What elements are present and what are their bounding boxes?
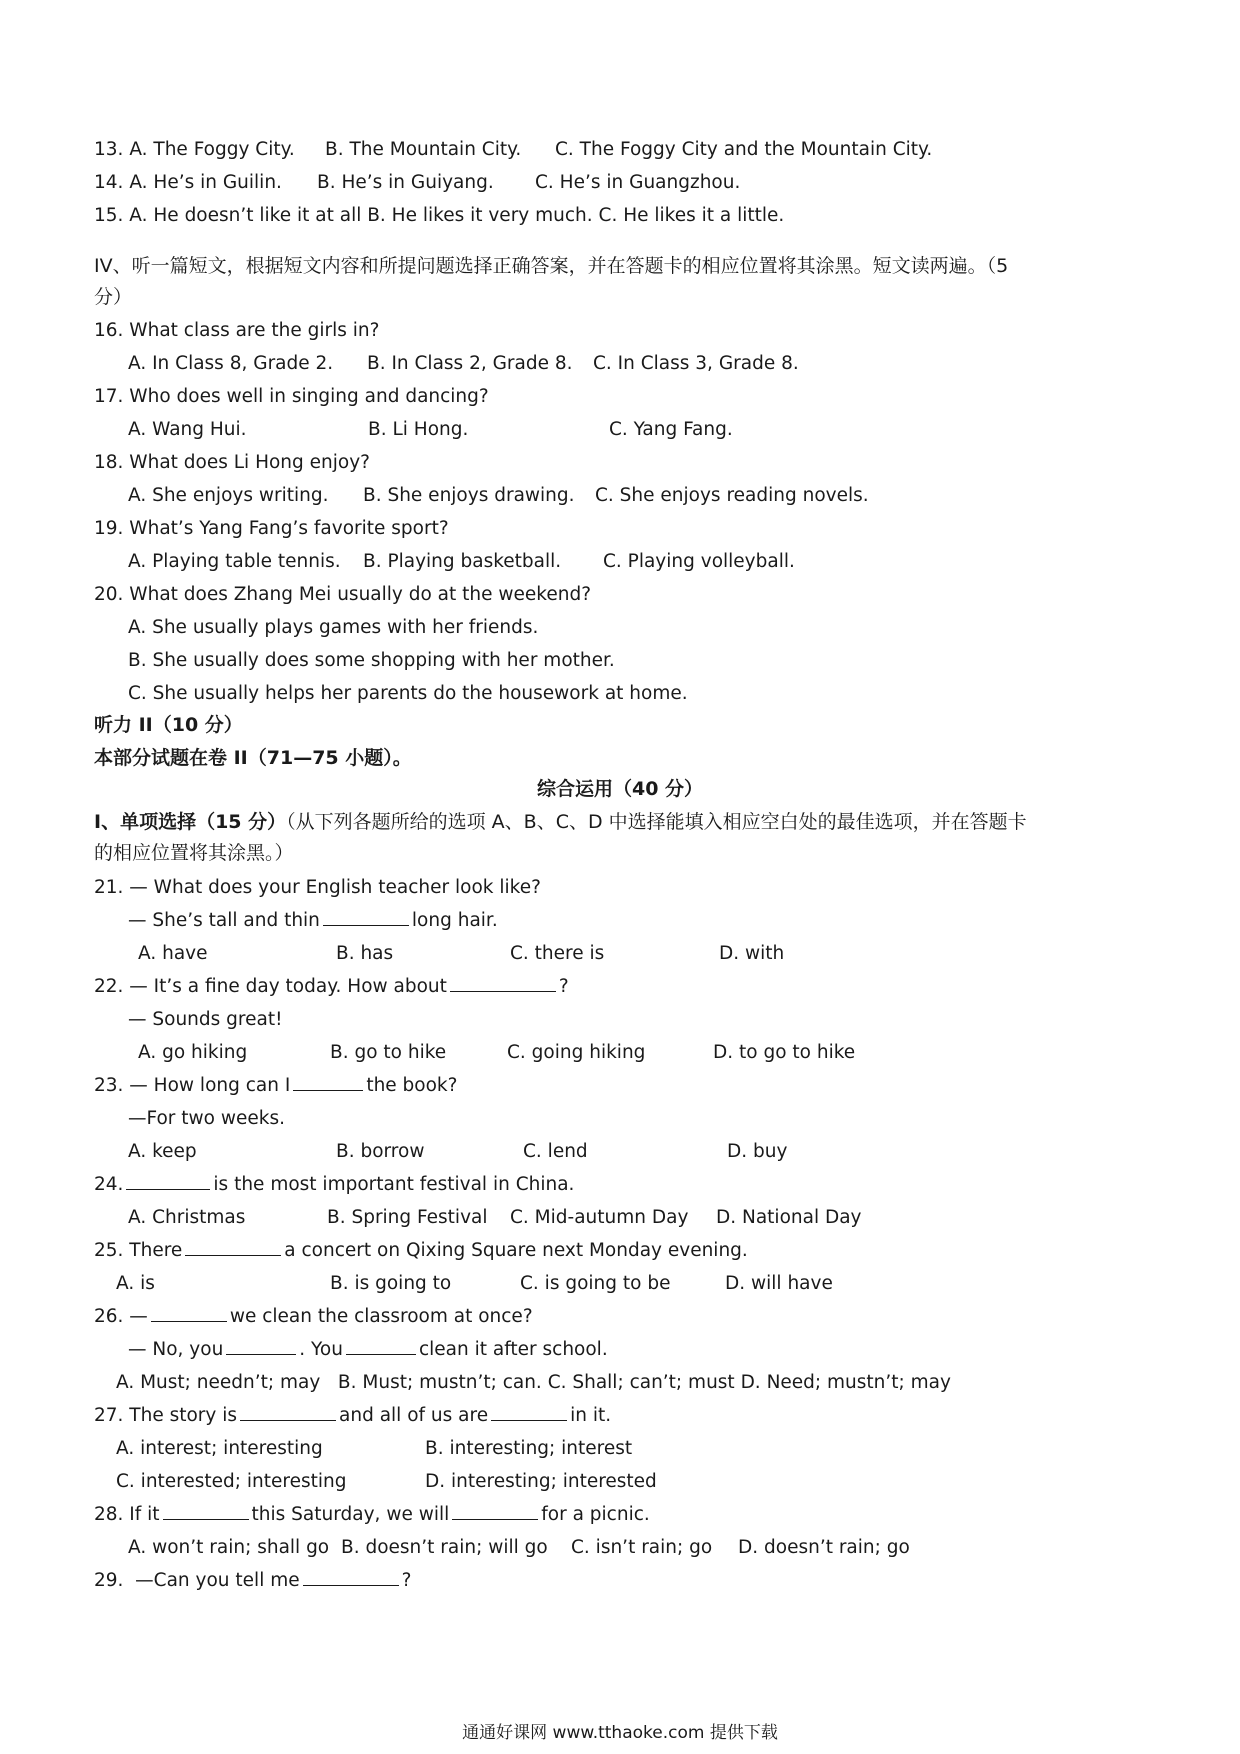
option-a: A. The Foggy City.: [129, 139, 295, 160]
blank[interactable]: [240, 1402, 336, 1421]
option-a: A. She enjoys writing.: [128, 485, 329, 506]
blank[interactable]: [452, 1501, 538, 1520]
option-b: B. has: [336, 943, 394, 964]
text: this Saturday, we will: [251, 1504, 450, 1525]
blank[interactable]: [185, 1237, 281, 1256]
option-c: C. there is: [510, 943, 605, 964]
listening-part-2-note: 本部分试题在卷 II（71—75 小题）。: [94, 747, 412, 769]
text: in it.: [570, 1405, 612, 1426]
question-number: 14.: [94, 172, 124, 193]
question-25: [94, 1237, 748, 1265]
text: clean it after school.: [418, 1339, 608, 1360]
blank[interactable]: [226, 1336, 296, 1355]
option-d: D. will have: [725, 1273, 833, 1294]
option-b: B. The Mountain City.: [325, 139, 522, 160]
option-c: C. Playing volleyball.: [603, 551, 795, 572]
reply: [128, 1336, 608, 1364]
blank[interactable]: [293, 1072, 363, 1091]
option-d: D. doesn’t rain; go: [738, 1537, 910, 1558]
blank[interactable]: [346, 1336, 416, 1355]
option-c: C. The Foggy City and the Mountain City.: [555, 139, 933, 160]
question-27: [94, 1402, 611, 1430]
option-a: A. She usually plays games with her friends.: [128, 617, 539, 638]
blank[interactable]: [323, 907, 409, 926]
question-number: 13.: [94, 139, 124, 160]
blank[interactable]: [450, 973, 556, 992]
section-title: 综合运用（40 分）: [536, 778, 704, 800]
option-a: A. Playing table tennis.: [128, 551, 341, 572]
question-19: 19. What’s Yang Fang’s favorite sport?: [94, 518, 449, 539]
question-15: 15. A. He doesn’t like it at all B. He likes it very much. C. He likes it a little.: [94, 205, 785, 226]
question-22: [94, 973, 569, 1001]
option-a: A. have: [138, 943, 208, 964]
question-29: [94, 1567, 411, 1595]
option-c: C. Yang Fang.: [609, 419, 733, 440]
text: the book?: [366, 1075, 458, 1096]
text: and all of us are: [339, 1405, 489, 1426]
section-4-instruction-cont: 分）: [94, 286, 133, 308]
text: 23. — How long can I: [94, 1075, 291, 1096]
option-b: B. In Class 2, Grade 8.: [367, 353, 573, 374]
question-21-answer-line: [128, 907, 498, 935]
reply: —For two weeks.: [128, 1108, 285, 1129]
text: ?: [401, 1570, 412, 1591]
text: 27. The story is: [94, 1405, 238, 1426]
page-footer: 通通好课网 www.tthaoke.com 提供下载: [462, 1723, 778, 1743]
option-d: D. to go to hike: [713, 1042, 856, 1063]
question-21: 21. — What does your English teacher look like?: [94, 877, 541, 898]
text: 26. —: [94, 1306, 148, 1327]
question-17: 17. Who does well in singing and dancing?: [94, 386, 489, 407]
option-c: C. She enjoys reading novels.: [595, 485, 869, 506]
question-20: 20. What does Zhang Mei usually do at the weekend?: [94, 584, 592, 605]
option-a: A. He’s in Guilin.: [129, 172, 282, 193]
section-1-desc: （从下列各题所给的选项 A、B、C、D 中选择能填入相应空白处的最佳选项，并在答题卡: [286, 811, 1027, 833]
question-23: [94, 1072, 457, 1100]
blank[interactable]: [126, 1171, 210, 1190]
option-d: D. National Day: [716, 1207, 862, 1228]
option-a: A. is: [116, 1273, 155, 1294]
question-number: 24.: [94, 1174, 124, 1195]
option-b: B. Spring Festival: [327, 1207, 488, 1228]
question-18: 18. What does Li Hong enjoy?: [94, 452, 370, 473]
question-28: [94, 1501, 650, 1529]
text: — She’s tall and thin: [128, 910, 320, 931]
reply: — Sounds great!: [128, 1009, 283, 1030]
section-1-instruction: [94, 808, 1027, 836]
option-b: B. She usually does some shopping with her mother.: [128, 650, 615, 671]
option-c: C. isn’t rain; go: [571, 1537, 713, 1558]
text: for a picnic.: [541, 1504, 650, 1525]
option-c: C. interested; interesting: [116, 1471, 347, 1492]
option-a: A. In Class 8, Grade 2.: [128, 353, 334, 374]
blank[interactable]: [163, 1501, 249, 1520]
option-d: D. with: [719, 943, 785, 964]
option-a: A. Christmas: [128, 1207, 246, 1228]
question-26: [94, 1303, 533, 1331]
text: long hair.: [411, 910, 498, 931]
option-c: C. She usually helps her parents do the housework at home.: [128, 683, 688, 704]
blank[interactable]: [303, 1567, 399, 1586]
option-b: B. He’s in Guiyang.: [317, 172, 494, 193]
text: 25. There: [94, 1240, 183, 1261]
option-b: B. doesn’t rain; will go: [341, 1537, 548, 1558]
option-b: B. Playing basketball.: [363, 551, 562, 572]
text: 22. — It’s a fine day today. How about: [94, 976, 447, 997]
question-13: [94, 136, 295, 164]
text: 28. If it: [94, 1504, 160, 1525]
question-16: 16. What class are the girls in?: [94, 320, 380, 341]
options: A. Must; needn’t; may B. Must; mustn’t; can. C. Shall; can’t; must D. Need; mustn’t; may: [116, 1372, 951, 1393]
option-c: C. Mid-autumn Day: [510, 1207, 689, 1228]
option-a: A. interest; interesting: [116, 1438, 323, 1459]
blank[interactable]: [151, 1303, 227, 1322]
option-d: D. buy: [727, 1141, 788, 1162]
option-a: A. go hiking: [138, 1042, 248, 1063]
question-24: [94, 1171, 574, 1199]
option-c: C. is going to be: [520, 1273, 671, 1294]
text: we clean the classroom at once?: [229, 1306, 533, 1327]
option-c: C. going hiking: [507, 1042, 646, 1063]
option-a: A. keep: [128, 1141, 197, 1162]
option-c: C. He’s in Guangzhou.: [535, 172, 741, 193]
text: is the most important festival in China.: [213, 1174, 575, 1195]
option-c: C. In Class 3, Grade 8.: [593, 353, 799, 374]
text: . You: [299, 1339, 343, 1360]
section-4-instruction: IV、听一篇短文，根据短文内容和所提问题选择正确答案，并在答题卡的相应位置将其涂黑。短文读两遍。（5: [94, 255, 1009, 277]
text: — No, you: [128, 1339, 224, 1360]
text: 29. —Can you tell me: [94, 1570, 300, 1591]
option-c: C. lend: [523, 1141, 588, 1162]
option-b: B. interesting; interest: [425, 1438, 633, 1459]
option-a: A. won’t rain; shall go: [128, 1537, 330, 1558]
option-d: D. interesting; interested: [425, 1471, 657, 1492]
text: a concert on Qixing Square next Monday evening.: [284, 1240, 748, 1261]
listening-part-2-title: 听力 II（10 分）: [94, 714, 243, 736]
option-b: B. She enjoys drawing.: [363, 485, 575, 506]
option-b: B. is going to: [330, 1273, 452, 1294]
blank[interactable]: [491, 1402, 567, 1421]
section-1-instruction-cont: 的相应位置将其涂黑。）: [94, 842, 294, 864]
option-b: B. go to hike: [330, 1042, 447, 1063]
text: ?: [558, 976, 569, 997]
question-14: [94, 169, 282, 197]
option-b: B. borrow: [336, 1141, 425, 1162]
option-a: A. Wang Hui.: [128, 419, 247, 440]
option-b: B. Li Hong.: [368, 419, 469, 440]
section-1-label: I、单项选择（15 分）: [94, 811, 287, 833]
